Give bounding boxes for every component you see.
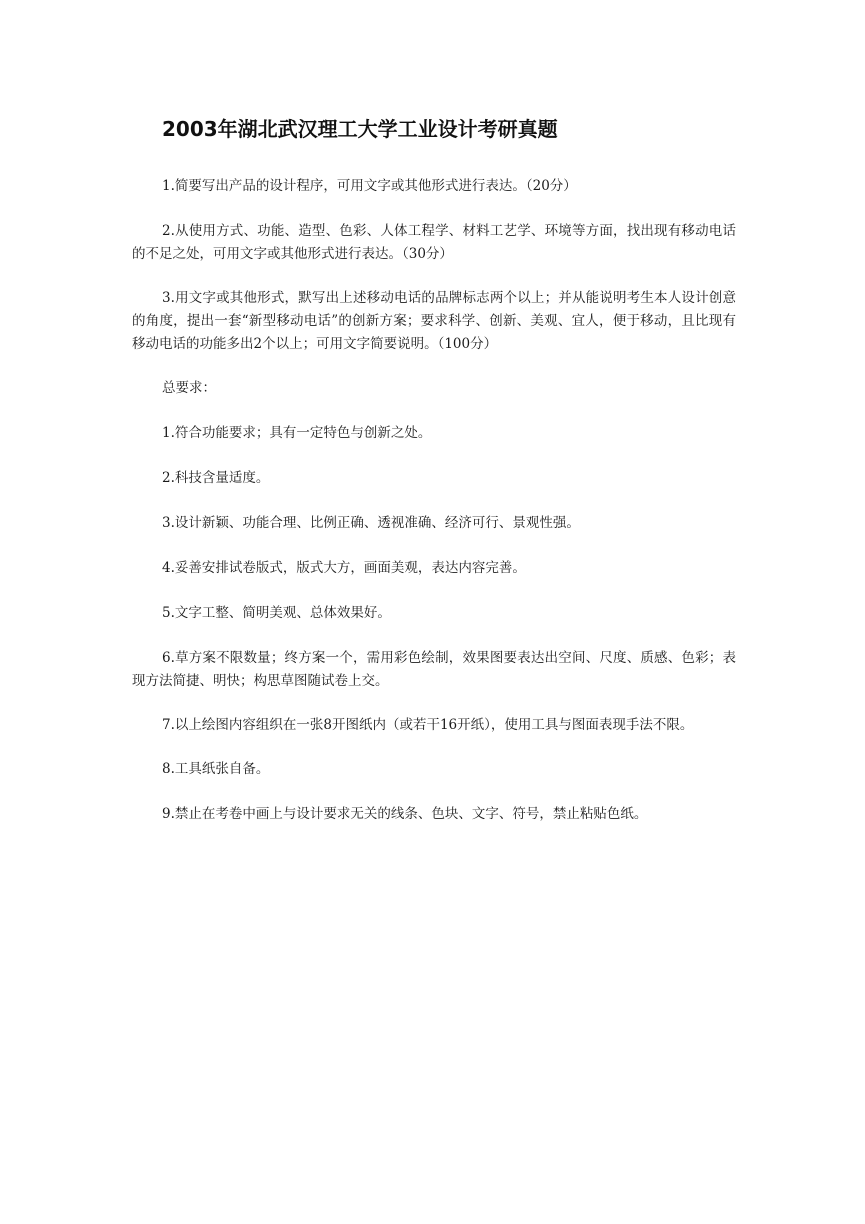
requirement-7: 7.以上绘图内容组织在一张8开图纸内（或若干16开纸），使用工具与图面表现手法不限。 [162,717,694,733]
document-title: 2003年湖北武汉理工大学工业设计考研真题 [162,117,558,141]
requirement-3: 3.设计新颖、功能合理、比例正确、透视准确、经济可行、景观性强。 [162,515,580,531]
requirement-8: 8.工具纸张自备。 [162,761,270,777]
requirement-5: 5.文字工整、简明美观、总体效果好。 [162,605,391,621]
question-3: 3.用文字或其他形式，默写出上述移动电话的品牌标志两个以上；并从能说明考生本人设计创意的角度，提出一套“新型移动电话”的创新方案；要求科学、创新、美观、宜人，便于移动，且比现有移动电话的功能多出2个以上；可用文字简要说明。（100分） [132,290,736,352]
requirement-1: 1.符合功能要求；具有一定特色与创新之处。 [162,425,432,441]
question-1: 1.简要写出产品的设计程序，可用文字或其他形式进行表达。（20分） [162,178,577,194]
requirement-9: 9.禁止在考卷中画上与设计要求无关的线条、色块、文字、符号，禁止粘贴色纸。 [162,806,648,822]
requirement-2: 2.科技含量适度。 [162,470,270,486]
requirement-6: 6.草方案不限数量；终方案一个，需用彩色绘制，效果图要表达出空间、尺度、质感、色彩；表现方法简捷、明快；构思草图随试卷上交。 [132,650,736,689]
document-body [132,175,736,848]
requirements-heading: 总要求： [162,380,216,396]
requirement-4: 4.妥善安排试卷版式，版式大方，画面美观，表达内容完善。 [162,560,526,576]
question-2: 2.从使用方式、功能、造型、色彩、人体工程学、材料工艺学、环境等方面，找出现有移动电话的不足之处，可用文字或其他形式进行表达。（30分） [132,223,736,262]
